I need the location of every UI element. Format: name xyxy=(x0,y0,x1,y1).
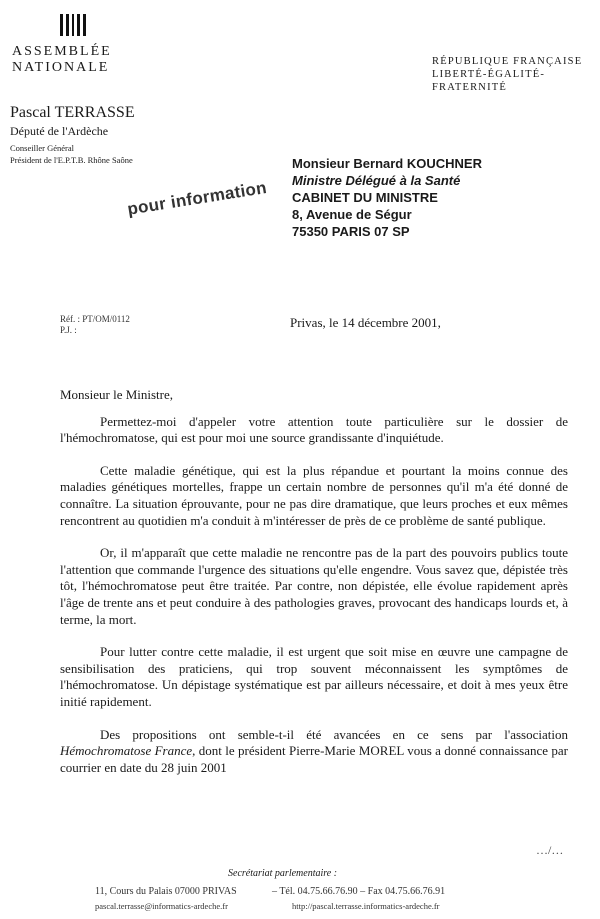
recipient-cabinet: CABINET DU MINISTRE xyxy=(292,190,438,205)
letter-date: Privas, le 14 décembre 2001, xyxy=(290,315,441,330)
salutation: Monsieur le Ministre, xyxy=(60,387,174,402)
assemblee-nationale-heading xyxy=(12,44,112,76)
assemblee-line1: ASSEMBLÉE xyxy=(12,44,112,59)
footer-phone-fax: – Tél. 04.75.66.76.90 – Fax 04.75.66.76.91 xyxy=(272,886,446,897)
paragraph-5-end: , dont le président Pierre-Marie MOREL vous a donné connaissance par courrier en date du 28 juin 2001 xyxy=(60,743,568,775)
secretariat-title: Secrétariat parlementaire : xyxy=(228,868,338,879)
sender-name: Pascal TERRASSE xyxy=(10,104,135,121)
republique-heading xyxy=(432,55,600,94)
sender-role-president: Président de l'E.P.T.B. Rhône Saône xyxy=(10,155,133,165)
paragraph-3: Or, il m'apparaît que cette maladie ne rencontre pas de la part des pouvoirs publics toute l'attention que commande l'urgence des situations qu'elle engendre. Vous savez que, dépistée très tôt, l'hémochromatose peut être traitée. Par contre, non dépistée, elle évolue rapidement après l'âge de trente ans et peut conduire à des pathologies graves, provocant des handicaps lourds et, à terme, la mort. xyxy=(60,545,568,627)
paragraph-2: Cette maladie génétique, qui est la plus répandue et pourtant la moins connue des maladies génétiques mortelles, frappe un certain nombre de personnes qu'il m'a été donné de connaître. La situation éprouvante, pour ne pas dire dramatique, que leurs proches et eux mêmes rencontrent au quotidien m'a conduit à m'intéresser de près de ce problème de santé publique. xyxy=(60,462,568,528)
sender-role-conseiller: Conseiller Général xyxy=(10,143,74,153)
footer-email-link[interactable]: pascal.terrasse@informatics-ardeche.fr xyxy=(95,901,228,911)
paragraph-5 xyxy=(60,727,568,777)
association-name: Hémochromatose France xyxy=(60,743,193,759)
footer-website-link[interactable]: http://pascal.terrasse.informatics-ardeche.fr xyxy=(292,901,440,911)
republique-line1: RÉPUBLIQUE FRANÇAISE xyxy=(432,56,583,67)
attachments-label: P.J. : xyxy=(60,325,77,335)
paragraph-1: Permettez-moi d'appeler votre attention toute particulière sur le dossier de l'hémochromatose, qui est pour moi une source grandissante d'inquiétude. xyxy=(60,413,568,446)
continuation-mark: …/… xyxy=(536,843,564,857)
reference-block xyxy=(60,314,130,336)
recipient-city: 75350 PARIS 07 SP xyxy=(292,224,410,239)
assemblee-line2: NATIONALE xyxy=(12,60,110,75)
assemblee-logo-icon xyxy=(60,14,86,36)
letter-body xyxy=(60,387,568,792)
reference-number: Réf. : PT/OM/0112 xyxy=(60,314,130,324)
pour-information-stamp: pour information xyxy=(126,177,269,219)
paragraph-4: Pour lutter contre cette maladie, il est urgent que soit mise en œuvre une campagne de sensibilisation des praticiens, qui trop souvent méconnaissent les symptômes de l'hémochromatose. Un dépistage systématique est par ailleurs nécessaire, et doit à mes yeux être initié rapidement. xyxy=(60,644,568,709)
recipient-street: 8, Avenue de Ségur xyxy=(292,207,412,222)
republique-line2: LIBERTÉ-ÉGALITÉ-FRATERNITÉ xyxy=(432,69,546,93)
recipient-address xyxy=(292,155,482,240)
recipient-function: Ministre Délégué à la Santé xyxy=(292,173,461,188)
paragraph-5-start: Des propositions ont semble-t-il été avancées en ce sens par l'association xyxy=(100,726,568,742)
sender-title: Député de l'Ardèche xyxy=(10,124,109,138)
recipient-name: Monsieur Bernard KOUCHNER xyxy=(292,156,482,171)
footer-address: 11, Cours du Palais 07000 PRIVAS xyxy=(95,886,237,897)
